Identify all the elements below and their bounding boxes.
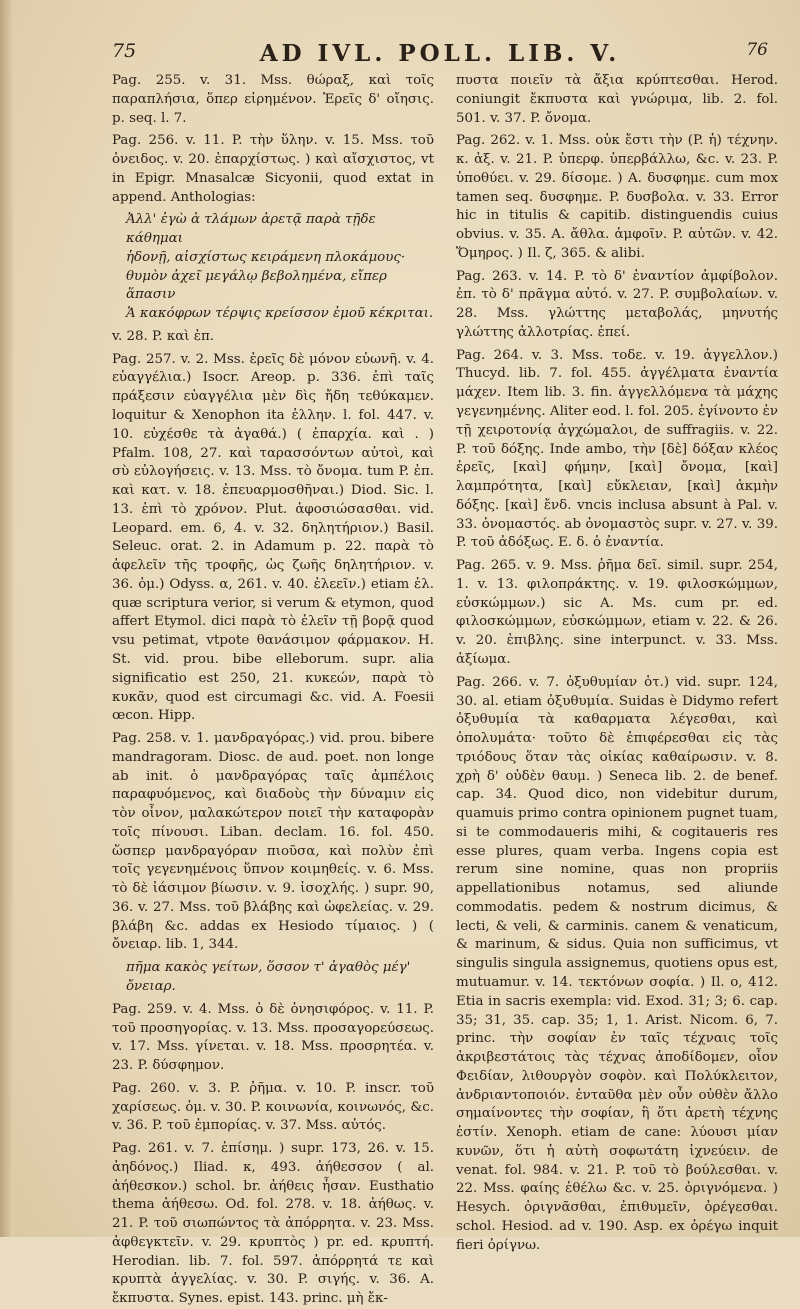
paragraph: Pag. 260. v. 3. P. ῥῆμα. v. 10. P. inscr. τοῦ χαρίσεως. ὁμ. v. 30. P. κοινωνία, κοινωνός, &c. v. 36. P. τοῦ ἐμπορίας. v. 37. Mss. αὐτός. <box>112 1080 434 1134</box>
paragraph: Pag. 263. v. 14. P. τὸ δ' ἐναντίον ἀμφίβολον. ἐπ. τὸ δ' πρᾶγμα αὐτό. v. 27. P. συμβολαίων. v. 28. Mss. γλώττης μεταβολάς, μηνυτής γλώττης ἀλλοτρίας. ἐπεί. <box>456 268 778 340</box>
left-column <box>112 72 434 1307</box>
paragraph: Pag. 259. v. 4. Mss. ὁ δὲ ὀνησιφόρος. v. 11. P. τοῦ προσηγορίας. v. 13. Mss. προσαγορεύσεως. v. 17. Mss. γίνεται. v. 18. Mss. προσρητέα. v. 23. P. δύσφημον. <box>112 1001 434 1074</box>
right-page-number: 76 <box>746 40 768 60</box>
page-header <box>112 40 768 70</box>
verse-quotation <box>112 211 434 324</box>
verse-line: ἡδονῇ, αἰσχίστως κειράμενη πλοκάμους· <box>126 249 406 265</box>
running-title: AD IVL. POLL. LIB. V. <box>259 40 621 67</box>
paragraph: Pag. 262. v. 1. Mss. οὐκ ἔστι τὴν (P. ἡ) τέχνην. κ. ἀξ. v. 21. P. ὑπερφ. ὑπερβάλλω, &c. v. 23. P. ὑποθύει. v. 29. δίσομε. ) A. δυσφημε. cum mox tamen seq. δυσφημε. P. δυσβολα. v. 33. Error hic in titulis & capitib. distinguendis cuius obvius. v. 35. A. ἄθλα. ἀμφοῖν. P. αὐτῶν. v. 42. Ὅμηρος. ) Il. ζ, 365. & alibi. <box>456 133 778 261</box>
verse-line: Ἀλλ' ἐγὼ ἀ τλάμων ἀρετᾷ παρὰ τῇδε κάθημαι <box>126 212 376 247</box>
paragraph: v. 28. P. καὶ ἐπ. <box>112 328 215 344</box>
paragraph: Pag. 266. v. 7. ὀξυθυμίαν ὁτ.) vid. supr. 124, 30. al. etiam ὀξυθυμία. Suidas è Didymo refert ὀξυθυμία τὰ καθαρματα λέγεσθαι, καὶ ὀπολυμάτα· τοῦτο δὲ ἐπιφέρεσθαι εἰς τὰς τριόδους ὅταν τὰς οἰκίας καθαίρωσιν. v. 8. χρὴ δ' οὐδὲν θαυμ. ) Seneca lib. 2. de benef. cap. 34. Quod dico, non videbitur durum, quamuis primo contra opinionem pugnet tuam, si te commodaueris mihi, & cogitaueris res esse plures, quam verba. Ingens copia est rerum sine nomine, quas non propriis appellationibus notamus, sed aliunde commodatis. pedem & nostrum dicimus, & lecti, & veli, & carminis. canem & venaticum, & marinum, & sidus. Quia non sufficimus, vt singulis singula assignemus, quotiens opus est, mutuamur. v. 14. τεκτόνων σοφία. ) Il. ο, 412. Etia in sacris exempla: vid. Exod. 31; 3; 6. cap. 35; 31, 35. cap. 35; 1, 1. Arist. Nicom. 6, 7. princ. τὴν σοφίαν ἐν ταῖς τέχναις τοῖς ἀκριβεστάτοις τὰς τέχνας ἀποδίδομεν, οἷον Φειδίαν, λιθουργὸν σοφὸν. καὶ Πολύκλειτον, ἀνδριαντοποιόν. ἐνταῦθα μὲν οὖν οὐθὲν ἄλλο σημαίνοντες τὴν σοφίαν, ἢ ὅτι ἀρετὴ τέχνης ἐστίν. Xenoph. etiam de cane: λύουσι μίαν κυνῶν, ὅτι ἡ αὐτὴ σοφωτάτη ἰχνεύειν. de venat. fol. 984. v. 21. P. τοῦ τὸ βούλεσθαι. v. 22. Mss. φαίης ἐθέλω &c. v. 25. ὀριγνόμενα. ) Hesych. ὀριγνᾶσθαι, ἐπιθυμεῖν, ὀρέγεσθαι. schol. Hesiod. ad v. 190. Asp. ex ὀρέγω inquit fieri ὀρίγνω. <box>456 674 778 1253</box>
paragraph: Pag. 255. v. 31. Mss. θώραξ, καὶ τοῖς παραπλήσια, ὅπερ εἰρημένον. Ἐρεῖς δ' οἴησις. p. seq. l. 7. <box>112 73 434 126</box>
paragraph: Pag. 265. v. 9. Mss. ῥῆμα δεῖ. simil. supr. 254, 1. v. 13. φιλοπράκτης. v. 19. φιλοσκώμμων, εὐσκώμμων.) sic A. Ms. cum pr. ed. φιλοσκώμμων, εὐσκώμμων, etiam v. 22. & 26. v. 20. ἐπιβλης. sine interpunct. v. 33. Mss. ἀξίωμα. <box>456 558 778 667</box>
paragraph: Pag. 258. v. 1. μανδραγόρας.) vid. prou. bibere mandragoram. Diosc. de aud. poet. non longe ab init. ὁ μανδραγόρας ταῖς ἀμπέλοις παραφυόμενος, καὶ διαδοὺς τὴν δύναμιν εἰς τὸν οἶνον, μαλακώτερον ποιεῖ τὴν καταφορὰν τοῖς πίνουσι. Liban. declam. 16. fol. 450. ὥσπερ μανδραγόραν πιοῦσα, καὶ πολὺν ἐπὶ τοῖς γεγενημένοις ὕπνον κοιμηθείς. v. 6. Mss. τὸ δὲ ἰάσιμον βίωσιν. v. 9. ἰσοχλής. ) supr. 90, 36. v. 27. Mss. τοῦ βλάβης καὶ ὠφελείας. v. 29. βλάβη &c. addas ex Hesiodo τίμαιος. ) ( ὄνειαρ. lib. 1, 344. <box>112 731 434 953</box>
paragraph: πυστα ποιεῖν τὰ ἄξια κρύπτεσθαι. Herod. coniungit ἔκπυστα καὶ γνώριμα, lib. 2. fol. 501. v. 37. P. ὄνομα. <box>456 73 778 126</box>
paragraph: Pag. 264. v. 3. Mss. τοδε. v. 19. ἀγγελλον.) Thucyd. lib. 7. fol. 455. ἀγγέλματα ἐναντία μάχεν. Item lib. 3. fin. ἀγγελλόμενα τὰ μάχης γεγενημένης. Aliter eod. l. fol. 205. ἐγίνοντο ἐν τῇ χειροτονίᾳ ἀγχώμαλοι, de suffragiis. v. 22. P. τοῦ δόξης. Inde ambo, τὴν [δὲ] δόξαν κλέος ἐρεῖς, [καὶ] φήμην, [καὶ] ὄνομα, [καὶ] λαμπρότητα, [καὶ] εὔκλειαν, [καὶ] ἀκμὴν δόξης. [καὶ] ἔνδ. vncis inclusa absunt à Pal. v. 33. ὀνομαστός. ab ὀνομαστὸς supr. v. 27. v. 39. P. τοῦ ἀδόξως. Ε. δ. ὁ ἐναντία. <box>456 347 778 551</box>
paragraph: Pag. 256. v. 11. P. τὴν ὕλην. v. 15. Mss. τοῦ ὀνειδος. v. 20. ἐπαρχίστως. ) καὶ αἴσχιστος, vt in Epigr. Mnasalcæ Sicyonii, quod extat in append. Anthologias: <box>112 133 434 205</box>
left-page-number: 75 <box>112 40 137 62</box>
verse-line: θυμὸν ἀχεῖ μεγάλῳ βεβολημένα, εἴπερ ἅπασιν <box>126 268 387 303</box>
text-columns <box>112 72 778 1307</box>
right-column <box>456 72 778 1253</box>
paragraph: Pag. 261. v. 7. ἐπίσημ. ) supr. 173, 26. v. 15. ἀηδόνος.) Iliad. κ, 493. ἀήθεσσον ( al. ἀήθεσκον.) schol. br. ἀήθεις ἦσαν. Eusthatio thema ἀήθεσω. Od. fol. 278. v. 18. ἀήθως. v. 21. P. τοῦ σιωπώντος τὰ ἀπόρρητα. v. 23. Mss. ἀφθεγκτεῖν. v. 29. κρυπτὸς ) pr. ed. κρυπτή. Herodian. lib. 7. fol. 597. ἀπόρρητά τε καὶ κρυπτὰ ἀγγελίας. v. 30. P. σιγής. v. 36. A. ἔκπυστα. Synes. epist. 143. princ. μὴ ἔκ- <box>112 1141 434 1307</box>
verse-line: πῆμα κακὸς γείτων, ὅσσον τ' ἀγαθὸς μέγ' ὄνειαρ. <box>126 960 411 994</box>
page-gutter <box>0 0 14 1237</box>
verse-line: Ἁ κακόφρων τέρψις κρείσσον ἐμοῦ κέκριται. <box>126 306 434 322</box>
paragraph: Pag. 257. v. 2. Mss. ἐρεῖς δὲ μόνον εὐωνῆ. v. 4. εὐαγγέλια.) Isocr. Areop. p. 336. ἐπὶ ταῖς πράξεσιν εὐαγγέλια μὲν δὶς ἤδη τεθύκαμεν. loquitur & Xenophon ita ἐλλην. l. fol. 447. v. 10. εὐχέσθε τὰ ἀγαθά.) ( ἐπαρχία. καὶ . ) Pfalm. 108, 27. καὶ ταρασσόντων αὐτοὶ, καὶ σὺ εὐλογήσεις. v. 13. Mss. τὸ ὄνομα. tum P. ἐπ. καὶ κατ. v. 18. ἐπευαρμοσθῆναι.) Diod. Sic. l. 13. ἐπὶ τὸ χρόνον. Plut. ἀφοσιώσασθαι. vid. Leopard. em. 6, 4. v. 32. δηλητήριον.) Basil. Seleuc. orat. 2. in Adamum p. 22. παρὰ τὸ ἀφελεῖν τῆς τροφῆς, ὡς ζωῆς δηλητήριον. v. 36. ὁμ.) Odyss. α, 261. v. 40. ἐλεεῖν.) etiam ἐλ. quæ scriptura verior, si verum & etymon, quod affert Etymol. dici παρὰ τὸ ἐλεῖν τῇ βορᾷ quod vsu petimat, vtpote θανάσιμον φάρμακον. H. St. vid. prou. bibe elleborum. supr. alia significatio est 250, 21. κυκεών, παρὰ τὸ κυκᾶν, quod est circumagi &c. vid. A. Foesii œcon. Hipp. <box>112 351 434 724</box>
